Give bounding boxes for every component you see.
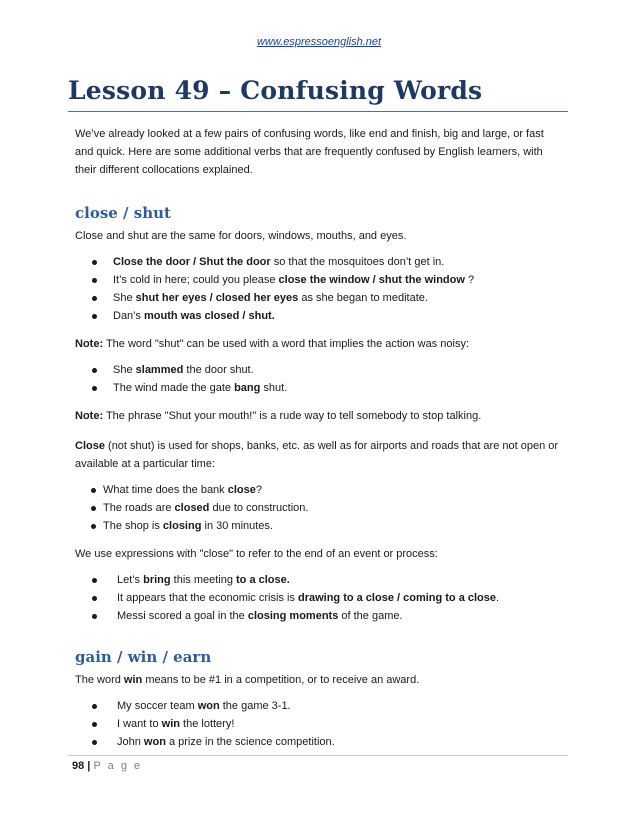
bold-phrase: won [143,736,166,748]
bold-phrase: shut her eyes / closed her eyes [135,292,299,304]
win-intro-post: means to be #1 in a competition, or to receive an award. [142,674,420,686]
text-segment: The shop is [103,520,163,532]
title-underline-rule [68,111,568,112]
close-word: Close [75,440,105,452]
text-segment: ? [255,484,262,496]
close-expressions-paragraph: We use expressions with "close" to refer to the end of an event or process: [75,548,438,560]
page-title: Lesson 49 – Confusing Words [68,76,483,105]
bold-phrase: bang [234,382,261,394]
bold-phrase: closed [174,502,210,514]
bold-phrase: Close the door / Shut the door [113,256,271,268]
bold-phrase: mouth was closed / shut. [143,310,275,322]
note-shut-your-mouth [75,407,565,425]
text-segment: this meeting [170,574,237,586]
text-segment: It appears that the economic crisis is [117,592,298,604]
close-usage-paragraph [75,437,565,473]
win-word: win [123,674,143,686]
bold-phrase: close [227,484,256,496]
list-item [75,481,565,499]
text-segment: She [113,292,136,304]
intro-paragraph: We’ve already looked at a few pairs of confusing words, like end and finish, big and large, or fast and quick. Here are some additional verbs that are frequently confused by English learners, with their different collocations explained. [75,128,544,176]
document-body [75,125,565,761]
text-segment: as she began to meditate. [298,292,428,304]
bold-phrase: to a close. [236,574,290,586]
section-heading-gain-win-earn: gain / win / earn [75,648,212,666]
section-heading-close-shut: close / shut [75,204,171,222]
text-segment: What time does the bank [103,484,228,496]
page-number: 98 [72,760,85,772]
win-definition-paragraph [75,671,565,689]
note-label: Note: [75,410,104,422]
text-segment: due to construction. [209,502,309,514]
text-segment: . [496,592,500,604]
text-segment: the game 3-1. [219,700,291,712]
text-segment: The wind made the gate [113,382,235,394]
footer-rule [68,755,568,756]
text-segment: The roads are [103,502,175,514]
list-item [75,499,565,517]
text-segment: shut. [260,382,288,394]
text-segment: Dan’s [113,310,144,322]
text-segment: the door shut. [183,364,254,376]
list-item [75,589,565,607]
list-item [75,607,565,625]
bold-phrase: bring [143,574,171,586]
note-label: Note: [75,338,104,350]
list-item [75,379,565,397]
list-item [75,697,565,715]
bold-phrase: drawing to a close / coming to a close [297,592,497,604]
text-segment: Messi scored a goal in the [117,610,248,622]
footer-separator: | [84,760,94,772]
close-shut-example-list [75,253,565,325]
note-text: The word "shut" can be used with a word that implies the action was noisy: [103,338,470,350]
list-item [75,361,565,379]
bold-phrase: win [161,718,180,730]
win-intro-pre: The word [75,674,124,686]
text-segment: John [117,736,144,748]
text-segment: My soccer team [117,700,198,712]
list-item [75,253,565,271]
note-shut-noisy [75,335,565,353]
bold-phrase: closing [162,520,202,532]
text-segment: the lottery! [179,718,235,730]
page-label: P a g e [93,760,143,772]
text-segment: It’s cold in here; could you please [113,274,279,286]
text-segment: She [113,364,136,376]
text-segment: in 30 minutes. [201,520,273,532]
close-shut-intro: Close and shut are the same for doors, windows, mouths, and eyes. [75,230,407,242]
list-item [75,571,565,589]
win-example-list [75,697,565,751]
header-website-link[interactable]: www.espressoenglish.net [256,36,382,48]
list-item [75,517,565,535]
list-item [75,271,565,289]
list-item [75,307,565,325]
bold-phrase: closing moments [247,610,339,622]
list-item [75,289,565,307]
text-segment: a prize in the science competition. [165,736,335,748]
list-item [75,715,565,733]
text-segment: Let’s [117,574,144,586]
shut-noisy-example-list [75,361,565,397]
text-segment: ? [464,274,475,286]
bold-phrase: close the window / shut the window [278,274,465,286]
page-footer [72,760,142,772]
text-segment: so that the mosquitoes don’t get in. [270,256,445,268]
text-segment: of the game. [338,610,403,622]
note-text: The phrase "Shut your mouth!" is a rude way to tell somebody to stop talking. [103,410,482,422]
close-usage-text: (not shut) is used for shops, banks, etc. as well as for airports and roads that are not open or available at a particular time: [75,440,559,470]
bold-phrase: won [197,700,220,712]
close-expressions-example-list [75,571,565,625]
bold-phrase: slammed [135,364,184,376]
text-segment: I want to [117,718,162,730]
list-item [75,733,565,751]
close-usage-example-list [75,481,565,535]
